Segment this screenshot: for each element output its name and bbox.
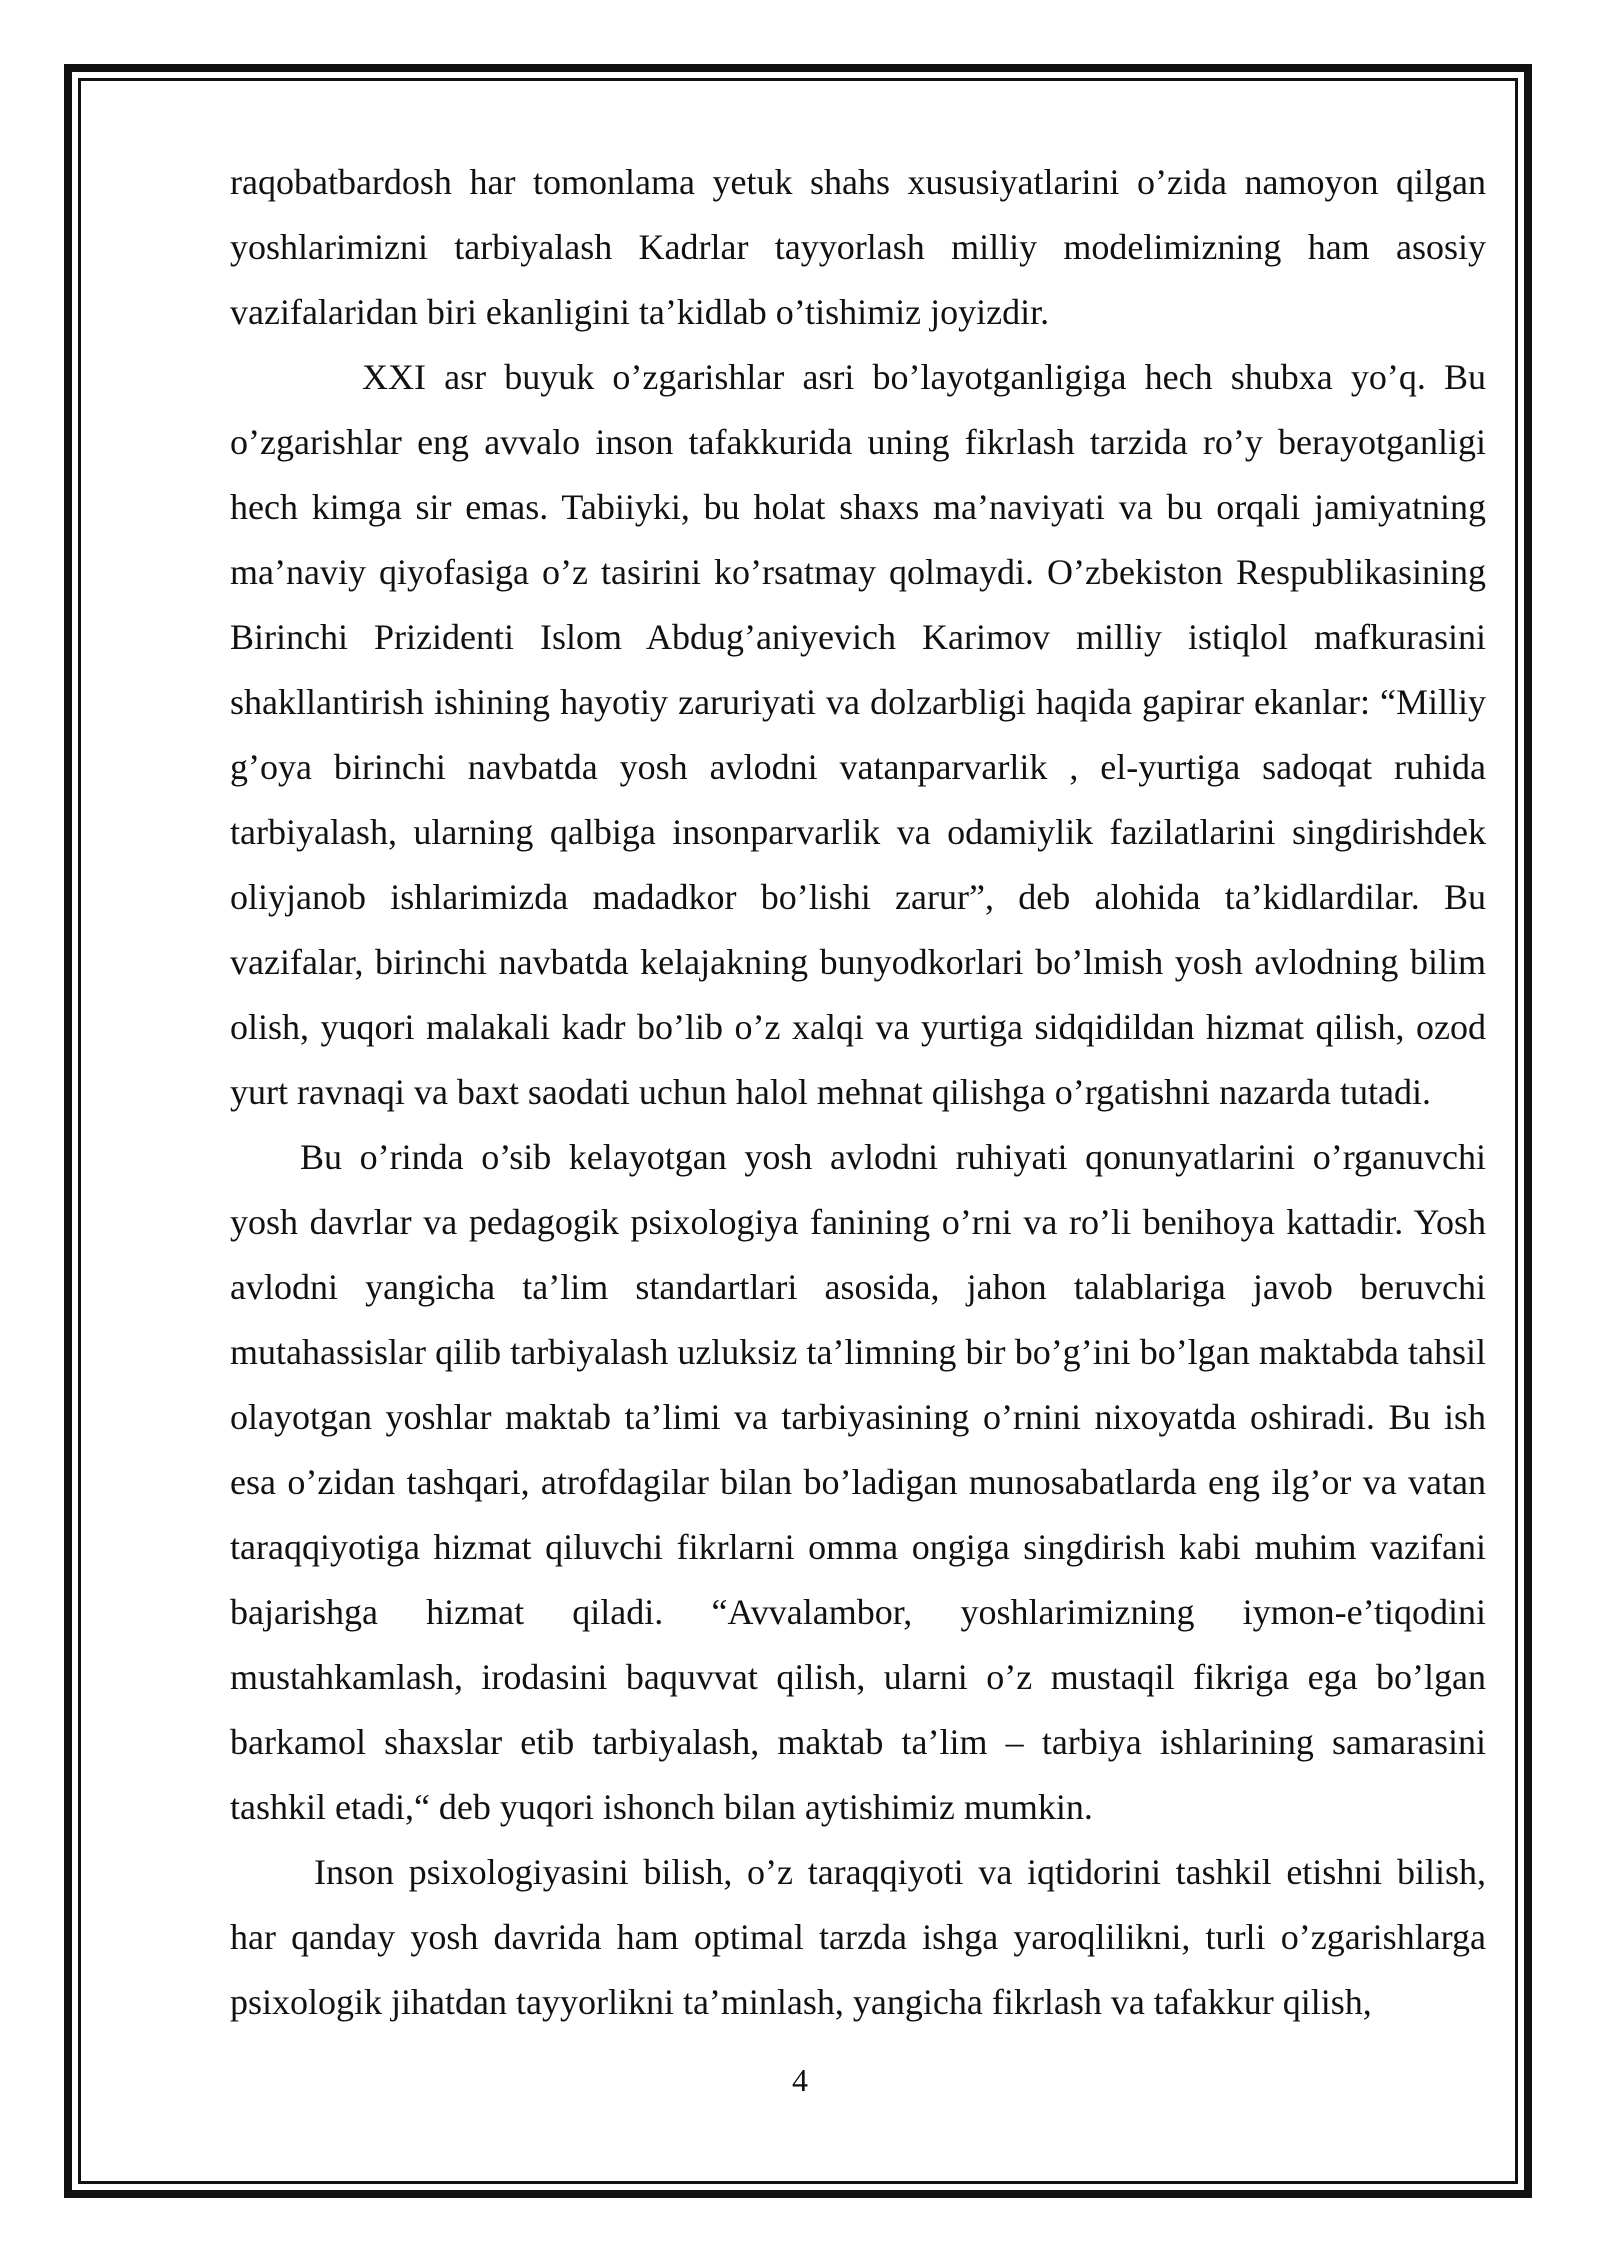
page-number: 4: [792, 2062, 808, 2098]
paragraph-youth-psychology: Bu o’rinda o’sib kelayotgan yosh avlodni ruhiyati qonunyatlarini o’rganuvchi yosh davrlar va pedagogik psixologiya fanining o’rni va ro’li benihoya kattadir. Yosh avlodni yangicha ta’lim standartlari asosida, jahon talablariga javob beruvchi mutahassislar qilib tarbiyalash uzluksiz ta’limning bir bo’g’ini bo’lgan maktabda tahsil olayotgan yoshlar maktab ta’limi va tarbiyasining o’rnini nixoyatda oshiradi. Bu ish esa o’zidan tashqari, atrofdagilar bilan bo’ladigan munosabatlarda eng ilg’or va vatan taraqqiyotiga hizmat qiluvchi fikrlarni omma ongiga singdirish kabi muhim vazifani bajarishga hizmat qiladi. “Avvalambor, yoshlarimizning iymon-e’tiqodini mustahkamlash, irodasini baquvvat qilish, ularni o’z mustaqil fikriga ega bo’lgan barkamol shaxslar etib tarbiyalash, maktab ta’lim – tarbiya ishlarining samarasini tashkil etadi,“ deb yuqori ishonch bilan aytishimiz mumkin.: [230, 1137, 1486, 1827]
paragraph-continuation: raqobatbardosh har tomonlama yetuk shahs xususiyatlarini o’zida namoyon qilgan yoshlarimizni tarbiyalash Kadrlar tayyorlash milliy modelimizning ham asosiy vazifalaridan biri ekanligini ta’kidlab o’tishimiz joyizdir.: [230, 162, 1486, 332]
paragraph-xxi-century: XXI asr buyuk o’zgarishlar asri bo’layotganligiga hech shubxa yo’q. Bu o’zgarishlar eng avvalo inson tafakkurida uning fikrlash tarzida ro’y berayotganligi hech kimga sir emas. Tabiiyki, bu holat shaxs ma’naviyati va bu orqali jamiyatning ma’naviy qiyofasiga o’z tasirini ko’rsatmay qolmaydi. O’zbekiston Respublikasining Birinchi Prizidenti Islom Abdug’aniyevich Karimov milliy istiqlol mafkurasini shakllantirish ishining hayotiy zaruriyati va dolzarbligi haqida gapirar ekanlar: “Milliy g’oya birinchi navbatda yosh avlodni vatanparvarlik , el-yurtiga sadoqat ruhida tarbiyalash, ularning qalbiga insonparvarlik va odamiylik fazilatlarini singdirishdek oliyjanob ishlarimizda madadkor bo’lishi zarur”, deb alohida ta’kidlardilar. Bu vazifalar, birinchi navbatda kelajakning bunyodkorlari bo’lmish yosh avlodning bilim olish, yuqori malakali kadr bo’lib o’z xalqi va yurtiga sidqidildan hizmat qilish, ozod yurt ravnaqi va baxt saodati uchun halol mehnat qilishga o’rgatishni nazarda tutadi.: [230, 357, 1486, 1112]
document-body: [230, 150, 1486, 2035]
paragraph-human-psychology: Inson psixologiyasini bilish, o’z taraqqiyoti va iqtidorini tashkil etishni bilish, har qanday yosh davrida ham optimal tarzda ishga yaroqlilikni, turli o’zgarishlarga psixologik jihatdan tayyorlikni ta’minlash, yangicha fikrlash va tafakkur qilish,: [230, 1852, 1486, 2022]
